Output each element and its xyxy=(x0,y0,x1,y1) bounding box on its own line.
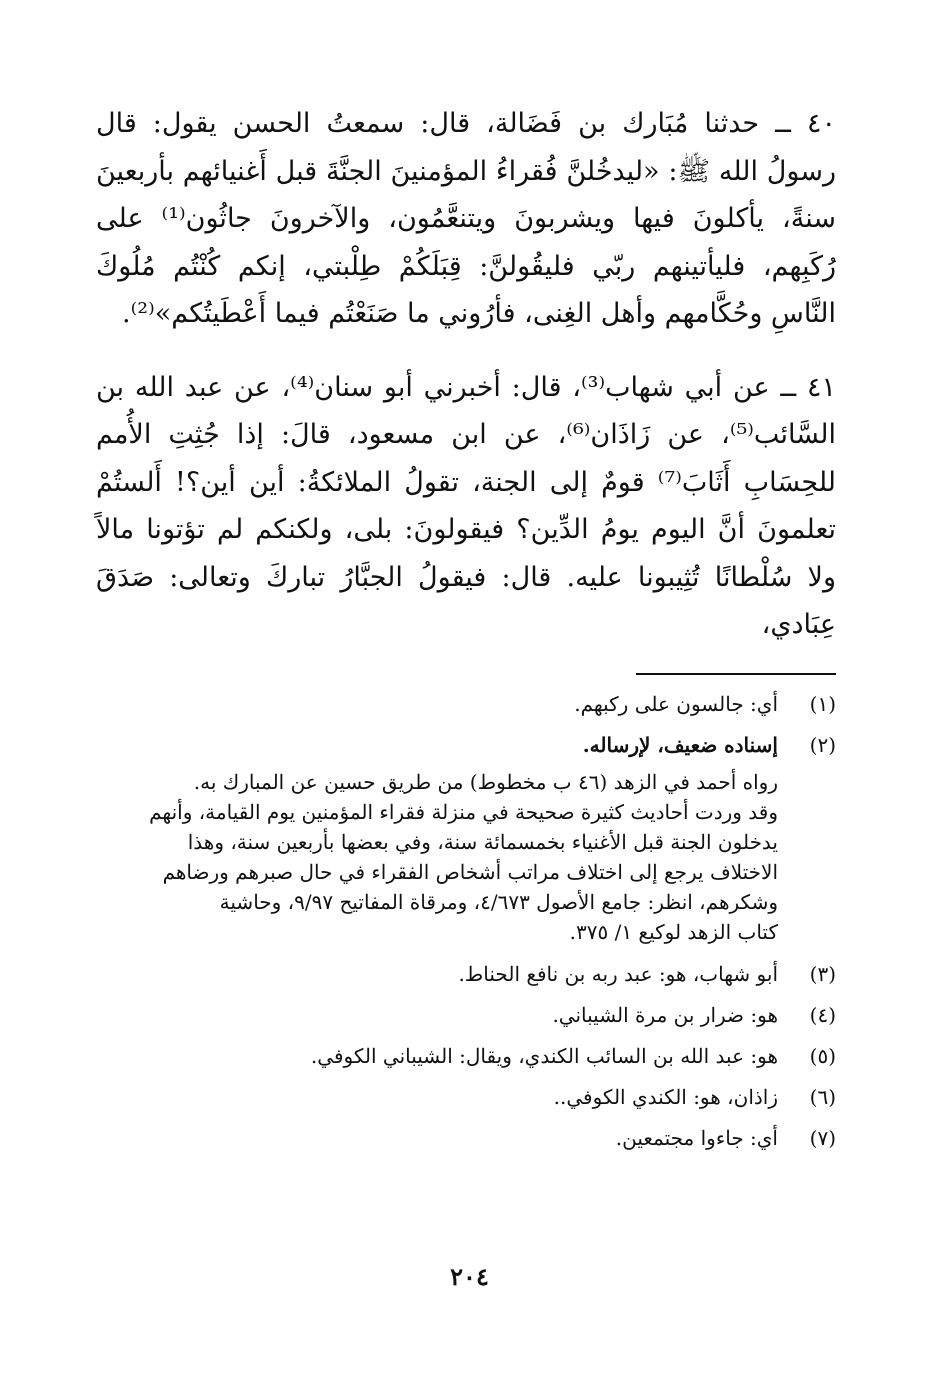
footnote-line: كتاب الزهد لوكيع ١/ ٣٧٥. xyxy=(569,919,778,944)
footnote-2-continuation xyxy=(96,767,778,947)
footnote-line: وشكرهم، انظر: جامع الأصول ٤/٦٧٣، ومرقاة المفاتيح ٩/٩٧، وحاشية xyxy=(219,889,778,914)
hadith-41-paragraph: ٤١ ــ عن أبي شهاب⁽³⁾، قال: أخبرني أبو سنان⁽⁴⁾، عن عبد الله بن السَّائب⁽⁵⁾، عن زَاذَان⁽⁶⁾، عن ابن مسعود، قالَ: إذا جُثِتِ الأُمم للحِسَابِ أَثَابَ⁽⁷⁾ قومٌ إلى الجنة، تقولُ الملائكةُ: أين أين؟! أَلستُمْ تعلمونَ أنَّ اليوم يومُ الدِّين؟ فيقولونَ: بلى، ولكنكم لم تؤتونا مالاً ولا سُلْطانًا تُثِيبونا عليه. قال: فيقولُ الجبَّارُ تباركَ وتعالى: صَدَقَ عِبَادي، xyxy=(96,371,837,640)
footnote-6 xyxy=(96,1082,836,1112)
page xyxy=(96,100,836,1164)
footnotes xyxy=(96,689,836,1153)
footnote-number: (٢) xyxy=(809,732,836,757)
footnote-number: (٥) xyxy=(809,1043,836,1068)
footnote-text: هو: عبد الله بن السائب الكندي، ويقال: الشيباني الكوفي. xyxy=(310,1043,778,1068)
footnote-5 xyxy=(96,1041,836,1071)
footnote-text: زاذان، هو: الكندي الكوفي.. xyxy=(553,1084,778,1109)
footnote-number: (٦) xyxy=(809,1084,836,1109)
footnote-2 xyxy=(96,730,836,760)
footnote-line: الاختلاف يرجع إلى اختلاف مراتب أشخاص الفقراء في حال صبرهم ورضاهم xyxy=(162,859,778,884)
footnote-number: (١) xyxy=(809,691,836,716)
footnote-line: وقد وردت أحاديث كثيرة صحيحة في منزلة فقراء المؤمنين يوم القيامة، وأنهم xyxy=(149,799,778,824)
footnote-text: أي: جاءوا مجتمعين. xyxy=(615,1125,778,1150)
footnote-separator xyxy=(636,673,836,675)
footnote-number: (٤) xyxy=(809,1002,836,1027)
hadith-40-paragraph: ٤٠ ــ حدثنا مُبَارك بن فَضَالة، قال: سمعتُ الحسن يقول: قال رسولُ الله ﷺ: «ليدخُلنَّ فُقراءُ المؤمنينَ الجنَّةَ قبل أَغنيائهم بأربعينَ سنةً، يأكلونَ فيها ويشربونَ ويتنعَّمُون، والآخرونَ جاثُون⁽¹⁾ على رُكَبِهم، فليأتينهم ربّي فليقُولنَّ: قِبَلَكُمْ طِلْبتي، إنكم كُنْتُم مُلُوكَ النَّاسِ وحُكَّامهم وأهل الغِنى، فأرُوني ما صَنَعْتُم فيما أَعْطَيتُكم»⁽²⁾. xyxy=(96,108,836,329)
footnote-number: (٧) xyxy=(809,1125,836,1150)
main-text xyxy=(96,100,836,649)
footnote-line: يدخلون الجنة قبل الأغنياء بخمسمائة سنة، وفي بعضها بأربعين سنة، وهذا xyxy=(187,829,778,854)
footnote-line: رواه أحمد في الزهد (٤٦ ب مخطوط) من طريق حسين عن المبارك به. xyxy=(193,769,778,794)
page-number: ٢٠٤ xyxy=(450,1262,489,1291)
footnote-7 xyxy=(96,1123,836,1153)
footnote-text: أي: جالسون على ركبهم. xyxy=(574,691,778,716)
footnote-text: أبو شهاب، هو: عبد ربه بن نافع الحناط. xyxy=(458,961,778,986)
footnote-text: إسناده ضعيف، لإرساله. xyxy=(582,732,778,757)
footnote-text: هو: ضرار بن مرة الشيباني. xyxy=(552,1002,778,1027)
footnote-number: (٣) xyxy=(809,961,836,986)
footnote-3 xyxy=(96,959,836,989)
footnote-4 xyxy=(96,1000,836,1030)
footnote-1 xyxy=(96,689,836,719)
